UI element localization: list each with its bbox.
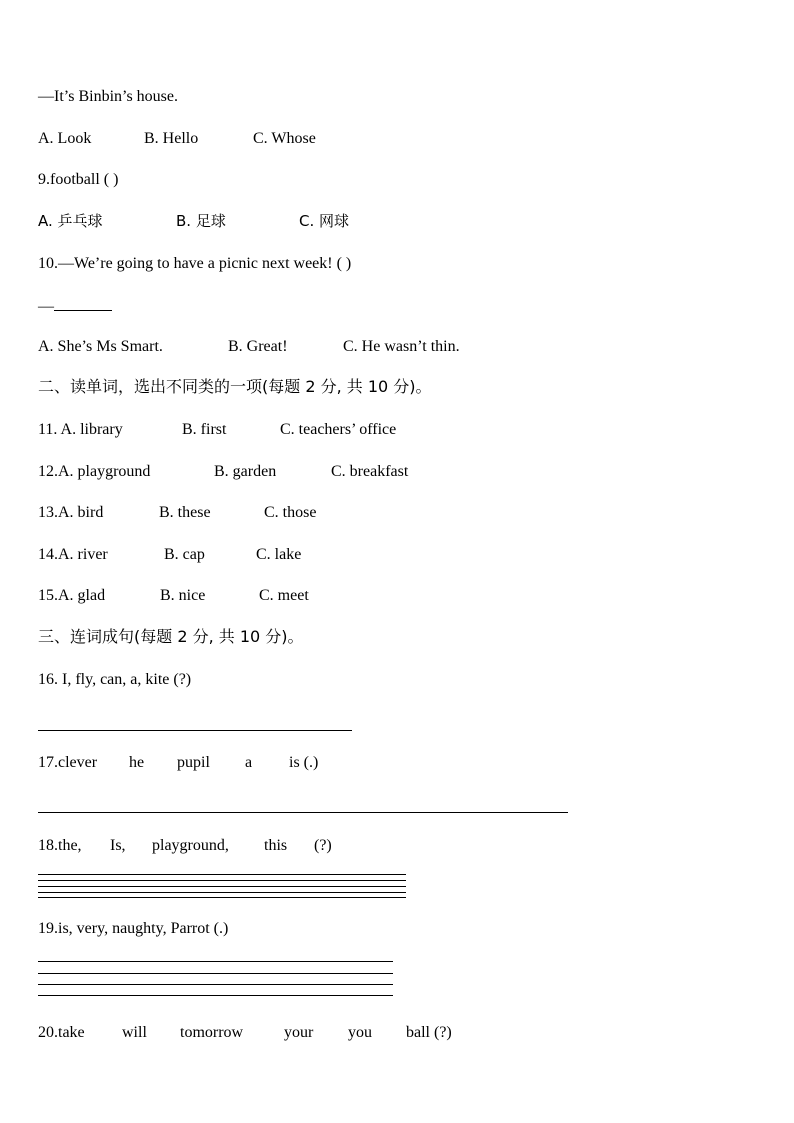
q18-answer-line [38, 892, 406, 893]
q9-option-a: A. 乒乓球 [38, 212, 103, 230]
q13-option-b: B. these [159, 504, 211, 521]
q19-answer-line [38, 995, 393, 996]
q18-answer-line [38, 897, 406, 898]
q14-option-c: C. lake [256, 546, 302, 563]
q18-word: playground, [152, 837, 229, 854]
q11-option-b: B. first [182, 421, 227, 438]
q9-option-c: C. 网球 [299, 212, 350, 230]
q15-option-b: B. nice [160, 587, 206, 604]
q14-option-a: 14.A. river [38, 546, 108, 563]
q9-stem: 9.football ( ) [38, 171, 119, 188]
q8-options [38, 129, 438, 149]
q19-prompt: 19.is, very, naughty, Parrot (.) [38, 920, 229, 937]
q9-option-b: B. 足球 [176, 212, 226, 230]
q9-options [38, 211, 438, 231]
q10-stem: 10.—We’re going to have a picnic next week! ( ) [38, 255, 352, 272]
q17-answer-line [38, 812, 568, 813]
q17-word: pupil [177, 754, 210, 771]
q8-option-c: C. Whose [253, 130, 316, 147]
q12-option-c: C. breakfast [331, 463, 409, 480]
q19-answer-line [38, 973, 393, 974]
q10-reply-line [38, 296, 112, 317]
q10-options [38, 337, 538, 357]
q18-answer-line [38, 874, 406, 875]
q10-option-a: A. She’s Ms Smart. [38, 338, 163, 355]
section-3-heading: 三、连词成句(每题 2 分, 共 10 分)。 [38, 627, 304, 646]
q17-word: he [129, 754, 145, 771]
q8-option-a: A. Look [38, 130, 92, 147]
q15-row [38, 586, 538, 606]
q15-option-c: C. meet [259, 587, 309, 604]
q17-word: is (.) [289, 754, 319, 771]
q18-word: Is, [110, 837, 126, 854]
q14-row [38, 545, 538, 565]
q18-word: this [264, 837, 288, 854]
q8-answer-line: —It’s Binbin’s house. [38, 88, 179, 105]
q13-row [38, 503, 538, 523]
q13-option-c: C. those [264, 504, 317, 521]
q12-option-a: 12.A. playground [38, 463, 151, 480]
q20-prompt [38, 1023, 538, 1043]
q20-word: tomorrow [180, 1024, 244, 1041]
q18-answer-line [38, 880, 406, 881]
q20-word: your [284, 1024, 314, 1041]
q19-answer-line [38, 961, 393, 962]
q18-prompt [38, 836, 538, 856]
q15-option-a: 15.A. glad [38, 587, 106, 604]
q17-word: 17.clever [38, 754, 98, 771]
q10-option-c: C. He wasn’t thin. [343, 338, 460, 355]
q17-prompt [38, 753, 538, 773]
q20-word: 20.take [38, 1024, 85, 1041]
q16-prompt: 16. I, fly, can, a, kite (?) [38, 671, 192, 688]
q10-option-b: B. Great! [228, 338, 288, 355]
q16-answer-line [38, 730, 352, 731]
q10-answer-blank [54, 296, 112, 311]
q18-word: (?) [314, 837, 332, 854]
q18-answer-line [38, 886, 406, 887]
section-2-heading: 二、读单词，选出不同类的一项(每题 2 分, 共 10 分)。 [38, 377, 432, 396]
q11-row [38, 420, 538, 440]
q10-reply-dash: — [38, 298, 54, 315]
q12-option-b: B. garden [214, 463, 277, 480]
q11-option-c: C. teachers’ office [280, 421, 397, 438]
q17-word: a [245, 754, 253, 771]
q12-row [38, 462, 538, 482]
q19-answer-line [38, 984, 393, 985]
q11-option-a: 11. A. library [38, 421, 123, 438]
q8-option-b: B. Hello [144, 130, 199, 147]
q13-option-a: 13.A. bird [38, 504, 104, 521]
q20-word: you [348, 1024, 372, 1041]
q18-word: 18.the, [38, 837, 82, 854]
q20-word: will [122, 1024, 147, 1041]
q20-word: ball (?) [406, 1024, 452, 1041]
q14-option-b: B. cap [164, 546, 205, 563]
